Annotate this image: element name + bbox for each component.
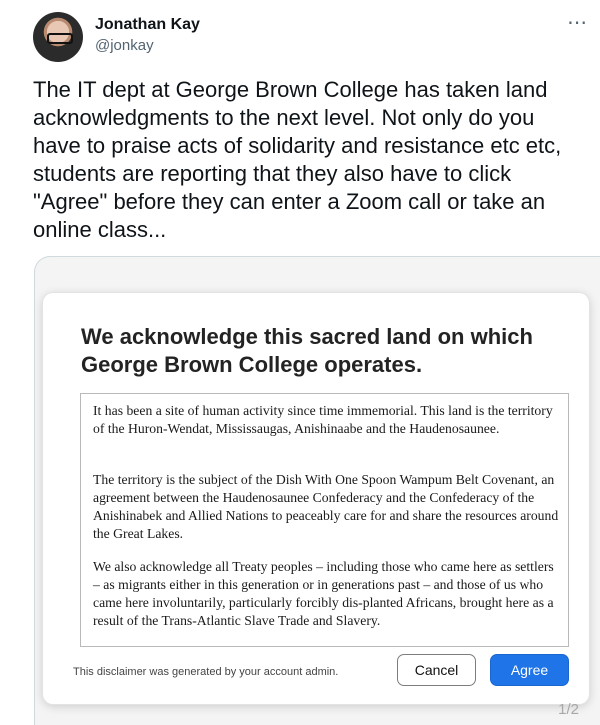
author-handle[interactable]: @jonkay bbox=[95, 37, 154, 54]
acknowledgment-paragraph: It has been a site of human activity since time immemorial. This land is the territory of the Huron-Wendat, Mississaugas, Anishinaabe and the Haudenosaunee. bbox=[93, 403, 553, 436]
avatar[interactable] bbox=[33, 12, 83, 62]
dialog-title: We acknowledge this sacred land on which George Brown College operates. bbox=[81, 324, 533, 377]
tweet-text: The IT dept at George Brown College has taken land acknowledgments to the next level. Not only do you have to praise acts of solidarity and resistance etc etc, students are reporting that they also have to click "Agree" before they can enter a Zoom call or take an online class... bbox=[33, 77, 568, 242]
agree-button[interactable]: Agree bbox=[490, 654, 569, 686]
acknowledgment-paragraph: We also acknowledge all Treaty peoples – including those who came here as settlers – as migrants either in this generation or in generations past – and those of us who came here involuntarily, particularly forcibly dis-planted Africans, brought here as a result of the Trans-Atlantic Slave Trade and Slavery. bbox=[93, 559, 554, 628]
cancel-button[interactable]: Cancel bbox=[397, 654, 476, 686]
acknowledgment-text-box[interactable] bbox=[80, 393, 569, 647]
media-page-indicator: 1/2 bbox=[558, 701, 579, 718]
tweet-media-image[interactable] bbox=[34, 256, 600, 725]
more-options-icon[interactable]: ⋯ bbox=[567, 12, 588, 34]
acknowledgment-dialog bbox=[43, 293, 589, 704]
avatar-glasses bbox=[47, 33, 73, 44]
author-name[interactable]: Jonathan Kay bbox=[95, 16, 200, 33]
acknowledgment-paragraph: The territory is the subject of the Dish With One Spoon Wampum Belt Covenant, an agreement between the Haudenosaunee Confederacy and the Confederacy of the Anishinabek and Allied Nations to peaceably care for and share the resources around the Great Lakes. bbox=[93, 472, 559, 541]
disclaimer-text: This disclaimer was generated by your account admin. bbox=[73, 666, 339, 678]
